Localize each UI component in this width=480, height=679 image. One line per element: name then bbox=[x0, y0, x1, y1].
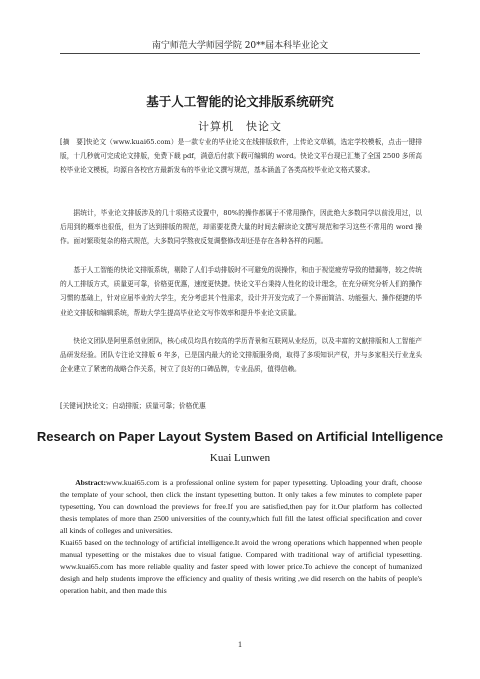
abstract-text-en-1: www.kuai65.com is a professional online system for paper typesetting. Uploading your draft, choose the template of your school, then click the instant typesetting button. It only takes a few minutes to complete paper typesetting, You can download the previews for free.If you are satisfied,then pay for it.Our platform has collected thesis templates of more than 2500 universities of the county,which full fill the latest official specification and cover all kinds of colleges and universities. bbox=[60, 478, 422, 535]
chinese-title: 基于人工智能的论文排版系统研究 bbox=[146, 94, 334, 109]
english-author: Kuai Lunwen bbox=[209, 452, 271, 464]
chinese-abstract-paragraph-1 bbox=[60, 135, 422, 178]
keywords-label-cn: [关键词] bbox=[60, 402, 86, 410]
running-header: 南宁师范大学师园学院 20**届本科毕业论文 bbox=[151, 41, 329, 51]
abstract-label-en: Abstract: bbox=[75, 478, 106, 487]
chinese-abstract-paragraph-4: 快论文团队是阿里系创业团队，核心成员均具有较高的学历背景和互联网从业经历，以及丰富的文献排版和人工智能产品研发经验。团队专注论文排版 6 年多，已是国内最大的论文排版服务商，取得了多项知识产权，并与多家相关行业龙头企业建立了紧密的战略合作关系，树立了良好的口碑品牌，专业品质，值得信赖。 bbox=[60, 337, 422, 374]
abstract-text-cn-1: 快论文（www.kuai65.com）是一款专业的毕业论文在线排版软件，上传论文草稿，选定学校模板，点击一键排版，十几秒就可完成论文排版，免费下载 pdf，满意后付款下载可编辑的 word。快论文平台现已汇集了全国 2500 多所高校毕业论文模板，均源自各校官方最新发布的毕业论文撰写规范，基本涵盖了各类高校毕业论文格式要求。 bbox=[60, 138, 423, 175]
page-number: 1 bbox=[238, 640, 242, 649]
english-abstract-paragraph-2: Kuai65 based on the technology of artificial intelligence.It avoid the wrong operations which happenned when people manual typesetting or the mistakes due to visual fatigue. Compared with traditional way of artificial typesetting. www.kuai65.com has more reliable quality and faster speed with lower price.To achieve the concept of humanized desigh and help students improve the efficiency and quality of thesis writing ,we did reserch on the habits of people's operation habit, and then made this bbox=[60, 538, 422, 595]
english-abstract-paragraph-1 bbox=[60, 477, 422, 537]
chinese-keywords bbox=[60, 399, 422, 413]
header-rule bbox=[60, 53, 420, 54]
chinese-abstract-paragraph-2: 据统计，毕业论文排版涉及的几十项格式设置中，80%的操作都属于不常用操作，因此绝大多数同学以前没用过，以后用到的概率也很低，但为了达到排版的规范，却需要花费大量的时间去解读论文撰写规范和学习这些不常用的 word 操作。面对繁琐复杂的格式规范，大多数同学熬夜反复调整修改却还是存在各种各样的问题。 bbox=[60, 209, 422, 246]
english-title: Research on Paper Layout System Based on Artificial Intelligence bbox=[36, 429, 444, 444]
keywords-text-cn: 快论文；自动排版；质量可靠；价格优惠 bbox=[85, 402, 206, 410]
chinese-author: 计算机 快论文 bbox=[198, 120, 282, 133]
abstract-label-cn: [摘 要] bbox=[60, 138, 86, 146]
chinese-abstract-paragraph-3: 基于人工智能的快论文排版系统，剔除了人们手动排版时不可避免的误操作，和由于视觉疲劳导致的错漏等，较之传统的人工排版方式，质量更可靠，价格更优惠，速度更快捷。快论文平台秉持人性化的设计理念，在充分研究分析人们的操作习惯的基础上，针对应届毕业的大学生，充分考虑其个性需求，设计并开发完成了一个界面简洁、功能强大、操作便捷的毕业论文排版和编辑系统，帮助大学生提高毕业论文写作效率和提升毕业论文质量。 bbox=[60, 266, 422, 317]
